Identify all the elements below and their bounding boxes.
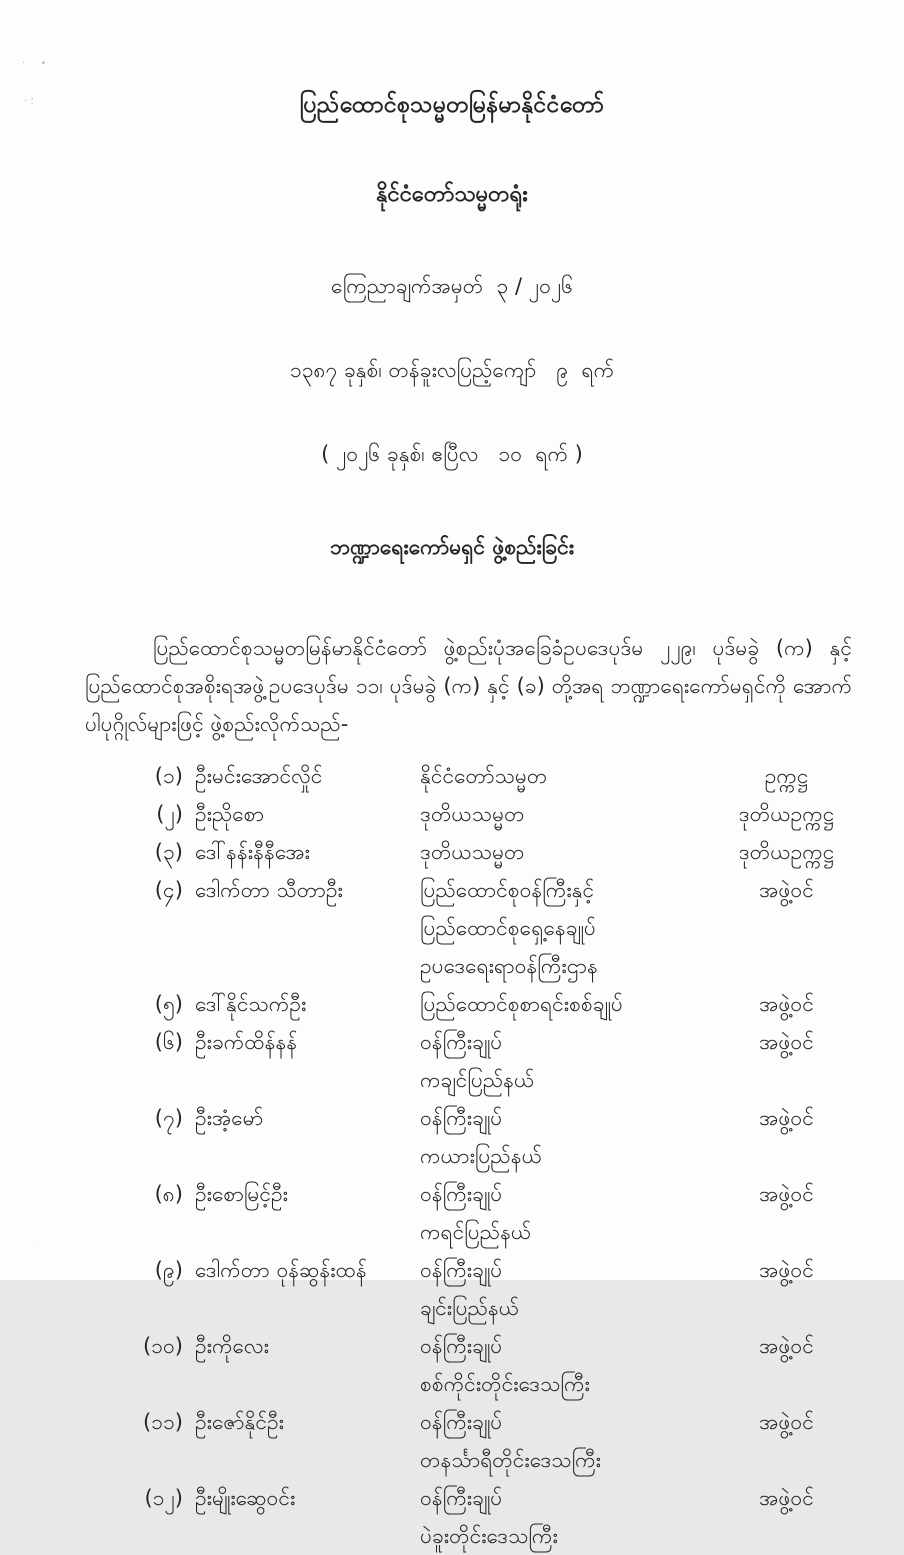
myanmar-era-date: ၁၃၈၇ ခုနှစ်၊ တန်ခူးလပြည့်ကျော် ၉ ရက် xyxy=(289,358,615,382)
member-name: ဒေါက်တာ ဝုန်ဆွန်းထန် xyxy=(195,1258,367,1282)
member-role: အဖွဲ့ဝင် xyxy=(759,1334,814,1358)
member-name: ဦးမျိုးဆွေဝင်း xyxy=(195,1486,296,1510)
member-position-line: နိုင်ငံတော်သမ္မတ xyxy=(420,764,548,788)
member-position-line: ချင်းပြည်နယ် xyxy=(420,1296,520,1320)
member-role: အဖွဲ့ဝင် xyxy=(759,1030,814,1054)
member-position-line: စစ်ကိုင်းတိုင်းဒေသကြီး xyxy=(420,1372,590,1396)
member-position-line: ဝန်ကြီးချုပ် xyxy=(420,1106,503,1130)
member-role: ဥက္ကဋ္ဌ xyxy=(764,764,809,788)
member-name: ဦးခက်ထိန်နန် xyxy=(195,1030,298,1054)
member-role: ဒုတိယဥက္ကဋ္ဌ xyxy=(738,802,835,826)
member-row xyxy=(140,985,854,1023)
member-position xyxy=(420,795,719,833)
member-list xyxy=(140,757,854,1555)
member-position-line: တနင်္သာရီတိုင်းဒေသကြီး xyxy=(420,1448,601,1472)
member-name: ဦးကိုလေး xyxy=(195,1334,269,1358)
state-title: ပြည်ထောင်စုသမ္မတမြန်မာနိုင်ငံတော် xyxy=(299,92,605,118)
member-number: (၄) xyxy=(154,878,183,902)
member-position xyxy=(420,1403,719,1479)
member-position xyxy=(420,871,719,985)
member-number: (၅) xyxy=(154,992,183,1016)
member-name: ဒေါက်တာ သီတာဦး xyxy=(195,878,343,902)
member-position-line: ဒုတိယသမ္မတ xyxy=(420,840,525,864)
member-position-line: ကယားပြည်နယ် xyxy=(420,1144,542,1168)
member-name: ဦးညိုစော xyxy=(195,802,265,826)
member-position-line: ပြည်ထောင်စုစာရင်းစစ်ချုပ် xyxy=(420,992,623,1016)
member-position-line: ပြည်ထောင်စုဝန်ကြီးနှင့် xyxy=(420,878,595,902)
member-position xyxy=(420,1479,719,1555)
member-name: ဒေါ်နိုင်သက်ဦး xyxy=(195,992,307,1016)
member-name: ဦးဇော်နိုင်ဦး xyxy=(195,1410,284,1434)
member-row xyxy=(140,1251,854,1327)
member-role: ဒုတိယဥက္ကဋ္ဌ xyxy=(738,840,835,864)
member-position-line: ကချင်ပြည်နယ် xyxy=(420,1068,535,1092)
member-name: ဒေါ်နန်းနီနီအေး xyxy=(195,840,311,864)
member-position-line: ဒုတိယသမ္မတ xyxy=(420,802,525,826)
member-row xyxy=(140,1023,854,1099)
member-position-line: ပဲခူးတိုင်းဒေသကြီး xyxy=(420,1524,558,1548)
member-row xyxy=(140,795,854,833)
member-position-line: ကရင်ပြည်နယ် xyxy=(420,1220,532,1244)
member-position-line: ဝန်ကြီးချုပ် xyxy=(420,1334,503,1358)
member-row xyxy=(140,833,854,871)
member-position-line: ဝန်ကြီးချုပ် xyxy=(420,1030,503,1054)
member-number: (၁၁) xyxy=(142,1410,183,1434)
member-position-line: ဥပဒေရေးရာဝန်ကြီးဌာန xyxy=(420,954,598,978)
member-role: အဖွဲ့ဝင် xyxy=(759,1410,814,1434)
gregorian-date: ( ၂၀၂၆ ခုနှစ်၊ ဧပြီလ ၁၀ ရက် ) xyxy=(321,442,583,466)
member-number: (၁၂) xyxy=(144,1486,183,1510)
office-title: နိုင်ငံတော်သမ္မတရုံး xyxy=(376,182,528,207)
member-row xyxy=(140,1099,854,1175)
member-role: အဖွဲ့ဝင် xyxy=(759,878,814,902)
member-row xyxy=(140,871,854,985)
member-number: (၁) xyxy=(154,764,183,788)
member-number: (၇) xyxy=(154,1106,183,1130)
member-number: (၈) xyxy=(154,1182,183,1206)
member-row xyxy=(140,1479,854,1555)
member-row xyxy=(140,1403,854,1479)
member-row xyxy=(140,1175,854,1251)
member-position xyxy=(420,985,719,1023)
member-number: (၁၀) xyxy=(142,1334,183,1358)
member-position xyxy=(420,1327,719,1403)
scan-artifact: · • xyxy=(22,58,53,69)
member-number: (၆) xyxy=(154,1030,183,1054)
member-position-line: ဝန်ကြီးချုပ် xyxy=(420,1182,503,1206)
member-position-line: ဝန်ကြီးချုပ် xyxy=(420,1486,503,1510)
member-position-line: ပြည်ထောင်စုရှေ့နေချုပ် xyxy=(420,916,596,940)
member-row xyxy=(140,1327,854,1403)
member-position-line: ဝန်ကြီးချုပ် xyxy=(420,1410,503,1434)
subject-title: ဘဏ္ဍာရေးကော်မရှင် ဖွဲ့စည်းခြင်း xyxy=(329,535,575,559)
member-name: ဦးအံ့မော် xyxy=(195,1106,264,1130)
member-role: အဖွဲ့ဝင် xyxy=(759,1258,814,1282)
member-number: (၂) xyxy=(156,802,183,826)
member-name: ဦးမင်းအောင်လှိုင် xyxy=(195,764,323,788)
document-header xyxy=(0,0,904,603)
member-role: အဖွဲ့ဝင် xyxy=(759,1486,814,1510)
scan-artifact: · ؛ xyxy=(24,96,34,107)
body-paragraph: ပြည်ထောင်စုသမ္မတမြန်မာနိုင်ငံတော် ဖွဲ့စည်းပုံအခြေခံဥပဒေပုဒ်မ ၂၂၉၊ ပုဒ်မခွဲ (က) နှင့် ပြည်ထောင်စုအစိုးရအဖွဲ့ဥပဒေပုဒ်မ ၁၁၊ ပုဒ်မခွဲ (က) နှင့် (ခ) တို့အရ ဘဏ္ဍာရေးကော်မရှင်ကို အောက်ပါပုဂ္ဂိုလ်များဖြင့် ဖွဲ့စည်းလိုက်သည်- xyxy=(85,636,852,736)
member-position xyxy=(420,833,719,871)
member-row xyxy=(140,757,854,795)
member-number: (၉) xyxy=(154,1258,183,1282)
member-position xyxy=(420,1023,719,1099)
scan-artifact: · xyxy=(36,1236,40,1247)
member-position xyxy=(420,1251,719,1327)
announcement-number: ကြေညာချက်အမှတ် ၃ / ၂၀၂၆ xyxy=(330,274,574,298)
member-name: ဦးစောမြင့်ဦး xyxy=(195,1182,288,1206)
member-position xyxy=(420,1175,719,1251)
member-position xyxy=(420,1099,719,1175)
member-position xyxy=(420,757,719,795)
member-position-line: ဝန်ကြီးချုပ် xyxy=(420,1258,503,1282)
member-role: အဖွဲ့ဝင် xyxy=(759,1106,814,1130)
member-role: အဖွဲ့ဝင် xyxy=(759,992,814,1016)
member-role: အဖွဲ့ဝင် xyxy=(759,1182,814,1206)
member-number: (၃) xyxy=(154,840,183,864)
